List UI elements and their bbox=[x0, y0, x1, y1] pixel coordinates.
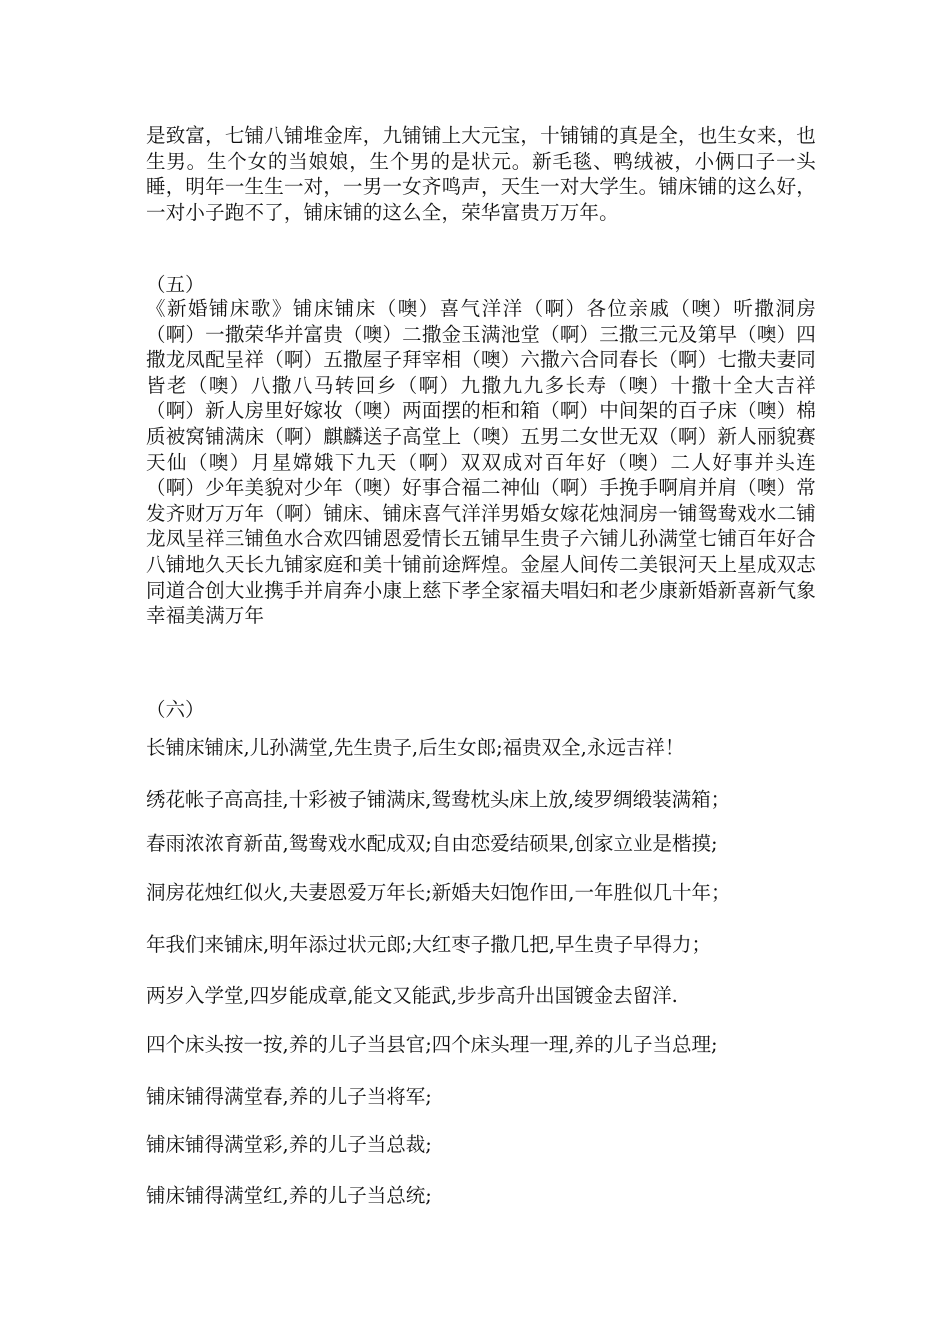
section-5-body: 《新婚铺床歌》铺床铺床（噢）喜气洋洋（啊）各位亲戚（噢）听撒洞房（啊）一撒荣华并富贵（噢）二撒金玉满池堂（啊）三撒三元及第早（噢）四撒龙凤配呈祥（啊）五撒屋子拜宰相（噢）六撒六合同春长（啊）七撒夫妻同皆老（噢）八撒八马转回乡（啊）九撒九九多长寿（噢）十撒十全大吉祥（啊）新人房里好嫁妆（噢）两面摆的柜和箱（啊）中间架的百子床（噢）棉质被窝铺满床（啊）麒麟送子高堂上（噢）五男二女世无双（啊）新人丽貌赛天仙（噢）月星嫦娥下九天（啊）双双成对百年好（噢）二人好事并头连（啊）少年美貌对少年（噢）好事合福二神仙（啊）手挽手啊肩并肩（噢）常发齐财万万年（啊）铺床、铺床喜气洋洋男婚女嫁花烛洞房一铺鸳鸯戏水二铺龙凤呈祥三铺鱼水合欢四铺恩爱情长五铺早生贵子六铺儿孙满堂七铺百年好合八铺地久天长九铺家庭和美十铺前途辉煌。金屋人间传二美银河天上星成双志同道合创大业携手并肩奔小康上慈下孝全家福夫唱妇和老少康新婚新喜新气象幸福美满万年 bbox=[146, 297, 816, 628]
intro-paragraph: 是致富，七铺八铺堆金库，九铺铺上大元宝，十铺铺的真是全，也生女来，也生男。生个女的当娘娘，生个男的是状元。新毛毯、鸭绒被，小俩口子一头睡，明年一生生一对，一男一女齐鸣声，天生一对大学生。铺床铺的这么好，一对小子跑不了，铺床铺的这么全，荣华富贵万万年。 bbox=[146, 124, 816, 224]
section-6-line: 铺床铺得满堂彩,养的儿子当总裁; bbox=[146, 1133, 432, 1156]
section-6-line: 铺床铺得满堂红,养的儿子当总统; bbox=[146, 1184, 432, 1207]
section-5-heading: （五） bbox=[146, 273, 205, 296]
section-6-line: 春雨浓浓育新苗,鸳鸯戏水配成双;自由恋爱结硕果,创家立业是楷摸; bbox=[146, 832, 718, 855]
section-6-line: 年我们来铺床,明年添过状元郎;大红枣子撒几把,早生贵子早得力； bbox=[146, 933, 711, 956]
section-6-line: 绣花帐子高高挂,十彩被子铺满床,鸳鸯枕头床上放,绫罗绸缎装满箱； bbox=[146, 788, 731, 811]
section-6-line: 长铺床铺床,儿孙满堂,先生贵子,后生女郎;福贵双全,永远吉祥！ bbox=[146, 736, 685, 759]
section-6-line: 两岁入学堂,四岁能成章,能文又能武,步步高升出国镀金去留洋. bbox=[146, 984, 678, 1007]
section-6-line: 铺床铺得满堂春,养的儿子当将军; bbox=[146, 1085, 432, 1108]
section-6-heading: （六） bbox=[146, 698, 205, 721]
section-6-line: 洞房花烛红似火,夫妻恩爱万年长;新婚夫妇饱作田,一年胜似几十年； bbox=[146, 881, 731, 904]
section-6-line: 四个床头按一按,养的儿子当县官;四个床头理一理,养的儿子当总理; bbox=[146, 1033, 718, 1056]
